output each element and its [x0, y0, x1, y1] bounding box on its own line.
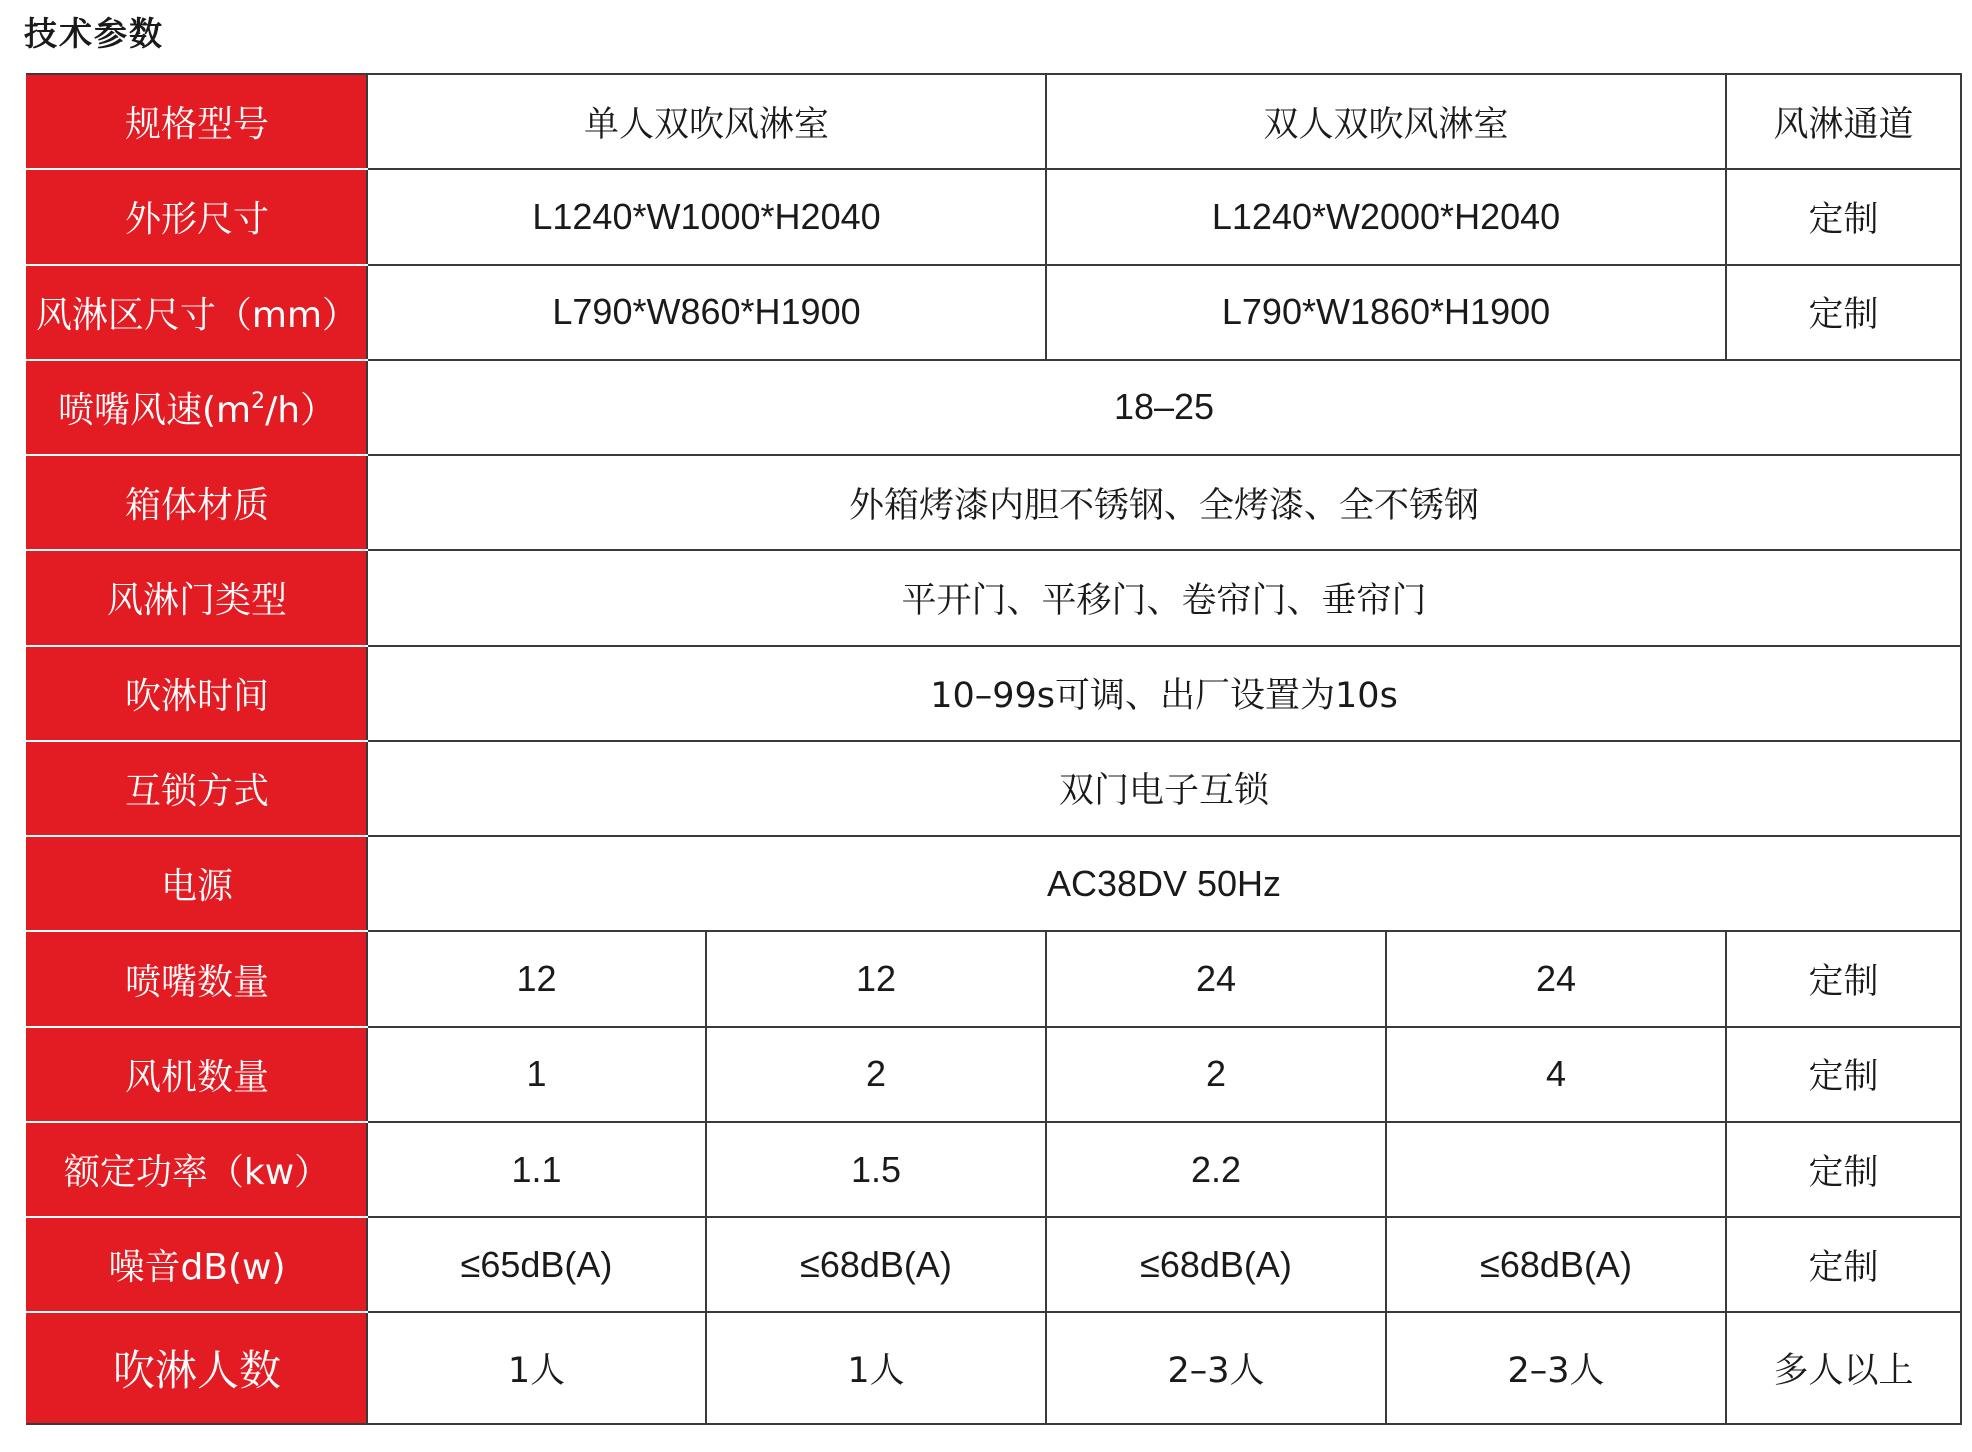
table-row-nozzle-count — [27, 931, 1961, 1026]
row-label-model: 规格型号 — [27, 74, 367, 169]
cell-noise-3: ≤68dB(A) — [1046, 1217, 1386, 1312]
cell-shower-size-double: L790*W1860*H1900 — [1046, 265, 1726, 360]
row-label-nozzle-speed — [27, 360, 367, 455]
cell-nozzle-count-1: 12 — [367, 931, 706, 1026]
cell-fan-count-3: 2 — [1046, 1027, 1386, 1122]
table-row-noise — [27, 1217, 1961, 1312]
row-label-power: 电源 — [27, 836, 367, 931]
cell-model-double: 双人双吹风淋室 — [1046, 74, 1726, 169]
table-row-nozzle-speed — [27, 360, 1961, 455]
row-label-fan-count: 风机数量 — [27, 1027, 367, 1122]
label-nozzle-speed-sup: 2 — [251, 388, 266, 414]
cell-nozzle-speed-value: 18–25 — [367, 360, 1961, 455]
row-label-persons: 吹淋人数 — [27, 1312, 367, 1424]
table-row-outer-size — [27, 169, 1961, 264]
cell-material-value: 外箱烤漆内胆不锈钢、全烤漆、全不锈钢 — [367, 455, 1961, 550]
table-row-model — [27, 74, 1961, 169]
page-title: 技术参数 — [24, 14, 164, 53]
cell-nozzle-count-4: 24 — [1386, 931, 1726, 1026]
table-row-shower-size — [27, 265, 1961, 360]
row-label-outer-size: 外形尺寸 — [27, 169, 367, 264]
cell-noise-5: 定制 — [1726, 1217, 1961, 1312]
cell-rated-power-3: 2.2 — [1046, 1122, 1386, 1217]
cell-model-channel: 风淋通道 — [1726, 74, 1961, 169]
row-label-shower-size: 风淋区尺寸（mm） — [27, 265, 367, 360]
row-label-rated-power: 额定功率（kw） — [27, 1122, 367, 1217]
table-row-door-type — [27, 550, 1961, 645]
table-row-persons — [27, 1312, 1961, 1424]
row-label-noise: 噪音dB(w) — [27, 1217, 367, 1312]
cell-persons-4: 2–3人 — [1386, 1312, 1726, 1424]
cell-shower-time-value: 10–99s可调、出厂设置为10s — [367, 646, 1961, 741]
cell-noise-2: ≤68dB(A) — [706, 1217, 1046, 1312]
cell-nozzle-count-3: 24 — [1046, 931, 1386, 1026]
cell-rated-power-1: 1.1 — [367, 1122, 706, 1217]
cell-outer-size-single: L1240*W1000*H2040 — [367, 169, 1046, 264]
cell-rated-power-2: 1.5 — [706, 1122, 1046, 1217]
row-label-nozzle-count: 喷嘴数量 — [27, 931, 367, 1026]
table-row-rated-power — [27, 1122, 1961, 1217]
cell-rated-power-5: 定制 — [1726, 1122, 1961, 1217]
cell-persons-1: 1人 — [367, 1312, 706, 1424]
table-row-power — [27, 836, 1961, 931]
cell-persons-2: 1人 — [706, 1312, 1046, 1424]
cell-rated-power-4 — [1386, 1122, 1726, 1217]
row-label-door-type: 风淋门类型 — [27, 550, 367, 645]
row-label-interlock: 互锁方式 — [27, 741, 367, 836]
cell-power-value: AC38DV 50Hz — [367, 836, 1961, 931]
cell-nozzle-count-2: 12 — [706, 931, 1046, 1026]
row-label-material: 箱体材质 — [27, 455, 367, 550]
table-row-shower-time — [27, 646, 1961, 741]
cell-persons-3: 2–3人 — [1046, 1312, 1386, 1424]
cell-door-type-value: 平开门、平移门、卷帘门、垂帘门 — [367, 550, 1961, 645]
cell-persons-5: 多人以上 — [1726, 1312, 1961, 1424]
cell-outer-size-channel: 定制 — [1726, 169, 1961, 264]
row-label-shower-time: 吹淋时间 — [27, 646, 367, 741]
label-nozzle-speed-prefix: 喷嘴风速(m — [57, 389, 252, 431]
cell-noise-4: ≤68dB(A) — [1386, 1217, 1726, 1312]
cell-noise-1: ≤65dB(A) — [367, 1217, 706, 1312]
cell-fan-count-4: 4 — [1386, 1027, 1726, 1122]
cell-interlock-value: 双门电子互锁 — [367, 741, 1961, 836]
cell-shower-size-channel: 定制 — [1726, 265, 1961, 360]
cell-shower-size-single: L790*W860*H1900 — [367, 265, 1046, 360]
cell-model-single: 单人双吹风淋室 — [367, 74, 1046, 169]
table-row-material — [27, 455, 1961, 550]
label-nozzle-speed-suffix: /h） — [265, 389, 337, 431]
spec-table — [26, 73, 1962, 1425]
table-row-interlock — [27, 741, 1961, 836]
table-row-fan-count — [27, 1027, 1961, 1122]
cell-fan-count-2: 2 — [706, 1027, 1046, 1122]
cell-outer-size-double: L1240*W2000*H2040 — [1046, 169, 1726, 264]
cell-fan-count-1: 1 — [367, 1027, 706, 1122]
cell-fan-count-5: 定制 — [1726, 1027, 1961, 1122]
cell-nozzle-count-5: 定制 — [1726, 931, 1961, 1026]
